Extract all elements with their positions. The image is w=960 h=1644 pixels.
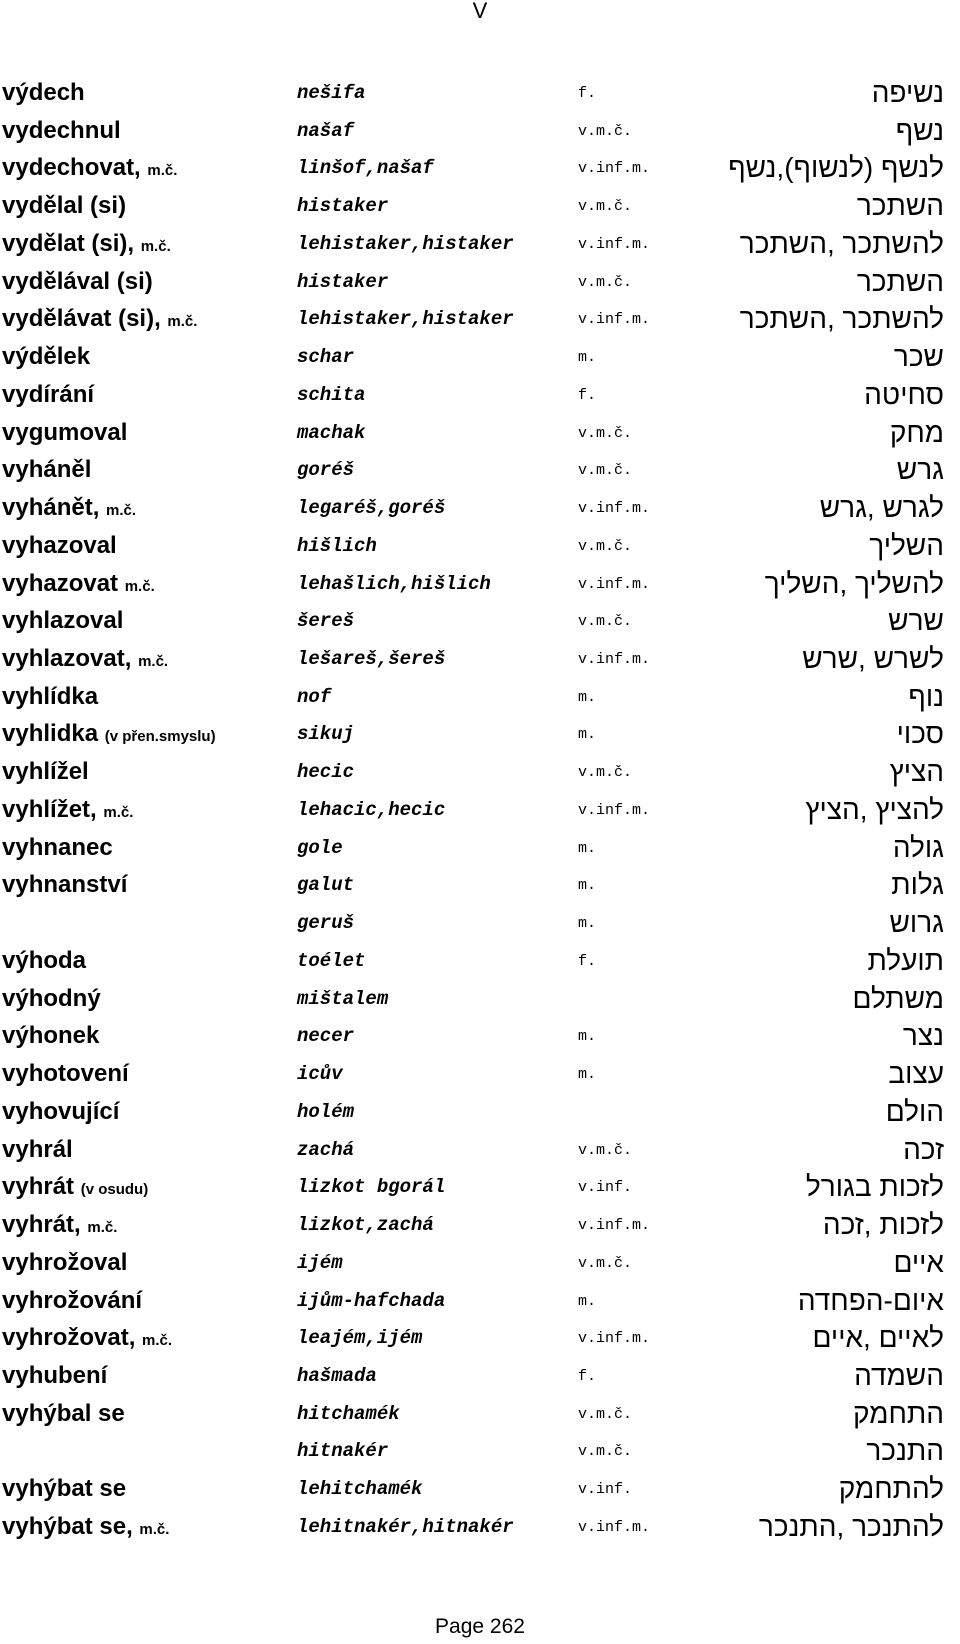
transliteration: našaf: [297, 119, 355, 142]
czech-headword: [2, 942, 86, 982]
transliteration: galut: [297, 874, 355, 897]
hebrew-word: לזכות בגורל: [805, 1171, 944, 1203]
hebrew-word: הולם: [885, 1095, 944, 1127]
transliteration: histaker: [297, 270, 389, 293]
czech-word-note: m.č.: [138, 653, 169, 671]
czech-word: vyhlížel: [2, 758, 89, 786]
hebrew-word: להתחמק: [838, 1473, 944, 1505]
dictionary-entry-row: [0, 1055, 960, 1093]
hebrew-word: השתכר: [856, 265, 944, 297]
transliteration: hitnakér: [297, 1440, 389, 1463]
transliteration: lehašlich,hišlich: [297, 572, 491, 595]
dictionary-entry-row: [0, 1017, 960, 1055]
dictionary-entry-row: [0, 149, 960, 187]
czech-headword: [2, 1282, 142, 1322]
dictionary-entry-row: [0, 602, 960, 640]
dictionary-entry-row: [0, 1131, 960, 1169]
czech-word-note: m.č.: [167, 313, 198, 331]
hebrew-word: השמדה: [854, 1359, 944, 1391]
dictionary-entry-row: [0, 187, 960, 225]
czech-word: vygumoval: [2, 418, 128, 446]
dictionary-entry-row: [0, 980, 960, 1018]
czech-headword: [2, 1470, 126, 1510]
transliteration: hašmada: [297, 1364, 377, 1387]
dictionary-entry-row: [0, 1357, 960, 1395]
grammar-tag: v.inf.: [578, 1481, 633, 1499]
hebrew-word: גולה: [892, 831, 944, 863]
czech-headword: [2, 715, 216, 755]
czech-word: výhonek: [2, 1022, 100, 1050]
czech-word: vyhrát: [2, 1173, 81, 1201]
czech-headword: [2, 187, 126, 227]
hebrew-word: איים: [893, 1246, 944, 1278]
czech-headword: [2, 980, 101, 1020]
czech-word: výdělek: [2, 343, 91, 371]
transliteration: ijům-hafchada: [297, 1289, 446, 1312]
hebrew-word: להתנכר ,התנכר: [758, 1510, 944, 1542]
czech-headword: [2, 263, 153, 303]
dictionary-entry-row: [0, 866, 960, 904]
czech-word: vyhrožovat,: [2, 1324, 143, 1352]
dictionary-entry-row: [0, 829, 960, 867]
transliteration: lešareš,šereš: [297, 648, 446, 671]
section-letter-heading: V: [472, 0, 488, 23]
czech-headword: [2, 300, 197, 340]
transliteration: šereš: [297, 610, 355, 633]
czech-word: vyhlazovat,: [2, 645, 139, 673]
czech-word: vydechnul: [2, 116, 121, 144]
czech-word-note: m.č.: [87, 1219, 118, 1237]
hebrew-word: עצוב: [888, 1058, 944, 1090]
grammar-tag: v.m.č.: [578, 1405, 633, 1423]
dictionary-entry-row: [0, 414, 960, 452]
dictionary-entry-row: [0, 1282, 960, 1320]
hebrew-word: הציץ: [889, 756, 944, 788]
dictionary-entry-row: [0, 1432, 960, 1470]
czech-headword: [2, 1244, 127, 1284]
grammar-tag: v.inf.m.: [578, 1518, 651, 1536]
czech-headword: [2, 1357, 107, 1397]
transliteration: holém: [297, 1100, 355, 1123]
transliteration: zachá: [297, 1138, 355, 1161]
czech-headword: [2, 1508, 169, 1548]
czech-word: vyhotovení: [2, 1060, 129, 1088]
czech-headword: [2, 678, 98, 718]
dictionary-entry-row: [0, 565, 960, 603]
czech-word: vydechovat,: [2, 154, 148, 182]
czech-word: vyhlazoval: [2, 607, 124, 635]
czech-headword: [2, 829, 113, 869]
grammar-tag: v.inf.m.: [578, 1330, 651, 1348]
czech-headword: [2, 527, 117, 567]
grammar-tag: m.: [578, 915, 597, 933]
czech-word: vyhánět,: [2, 494, 107, 522]
dictionary-entry-row: [0, 376, 960, 414]
czech-word-note: m.č.: [106, 502, 137, 520]
hebrew-word: גלות: [891, 869, 944, 901]
czech-word: vyhýbat se,: [2, 1512, 140, 1540]
dictionary-entry-row: [0, 1244, 960, 1282]
czech-word: vyháněl: [2, 456, 92, 484]
dictionary-entry-row: [0, 904, 960, 942]
grammar-tag: v.inf.m.: [578, 500, 651, 518]
dictionary-entry-row: [0, 678, 960, 716]
transliteration: linšof,našaf: [297, 157, 434, 180]
hebrew-word: גרוש: [889, 907, 944, 939]
hebrew-word: להשתכר ,השתכר: [739, 227, 944, 259]
czech-word-note: (v osudu): [80, 1181, 149, 1199]
czech-headword: [2, 1206, 117, 1246]
hebrew-word: זכה: [903, 1133, 944, 1165]
grammar-tag: v.m.č.: [578, 424, 633, 442]
grammar-tag: m.: [578, 1292, 597, 1310]
hebrew-word: להשליך ,השליך: [764, 567, 944, 599]
grammar-tag: v.inf.m.: [578, 1217, 651, 1235]
hebrew-word: סחיטה: [864, 378, 944, 410]
transliteration: histaker: [297, 195, 389, 218]
czech-word: vyhazoval: [2, 531, 117, 559]
czech-word-note: m.č.: [142, 1332, 173, 1350]
dictionary-entry-row: [0, 715, 960, 753]
grammar-tag: v.inf.m.: [578, 801, 651, 819]
czech-headword: [2, 451, 91, 491]
czech-headword: [2, 489, 136, 529]
czech-word: vyhazovat: [2, 569, 125, 597]
dictionary-entry-row: [0, 1508, 960, 1546]
czech-word: vydírání: [2, 380, 95, 408]
czech-word: vydělával (si): [2, 267, 153, 295]
grammar-tag: m.: [578, 839, 597, 857]
czech-headword: [2, 1093, 119, 1133]
czech-word-note: m.č.: [139, 1520, 170, 1538]
grammar-tag: m.: [578, 1028, 597, 1046]
grammar-tag: v.m.č.: [578, 764, 633, 782]
transliteration: gole: [297, 836, 343, 859]
grammar-tag: v.m.č.: [578, 273, 633, 291]
hebrew-word: נשף: [895, 114, 944, 146]
hebrew-word: לגרש ,גרש: [819, 492, 944, 524]
czech-word: vydělat (si),: [2, 229, 141, 257]
transliteration: nešifa: [297, 82, 366, 104]
dictionary-entry-row: [0, 527, 960, 565]
grammar-tag: f.: [578, 952, 597, 970]
hebrew-word: השתכר: [856, 190, 944, 222]
transliteration: geruš: [297, 912, 355, 935]
hebrew-word: שרש: [888, 605, 944, 637]
hebrew-word: התנכר: [866, 1435, 944, 1467]
czech-word: vyhýbat se: [2, 1475, 127, 1503]
dictionary-entry-row: [0, 1395, 960, 1433]
transliteration: schar: [297, 346, 355, 369]
transliteration: nof: [297, 685, 332, 708]
dictionary-entries: [0, 74, 960, 1546]
dictionary-entry-row: [0, 338, 960, 376]
dictionary-entry-row: [0, 1093, 960, 1131]
czech-headword: [2, 791, 133, 831]
transliteration: machak: [297, 421, 366, 444]
hebrew-word: להשתכר ,השתכר: [739, 303, 944, 335]
czech-word-note: m.č.: [124, 577, 155, 595]
transliteration: necer: [297, 1025, 355, 1048]
czech-headword: [2, 1168, 148, 1208]
dictionary-entry-row: [0, 1470, 960, 1508]
czech-headword: [2, 1131, 73, 1171]
transliteration: legaréš,goréš: [297, 497, 446, 520]
grammar-tag: v.m.č.: [578, 462, 633, 480]
czech-word-note: m.č.: [103, 803, 134, 821]
hebrew-word: השליך: [869, 529, 944, 561]
hebrew-word: לנשף (לנשוף),נשף: [728, 152, 944, 184]
page-number: Page 262: [435, 1615, 525, 1638]
czech-word: vyhlídka: [2, 682, 99, 710]
czech-word: vyhovující: [2, 1097, 120, 1125]
transliteration: mištalem: [297, 987, 389, 1010]
grammar-tag: v.inf.m.: [578, 235, 651, 253]
dictionary-entry-row: [0, 300, 960, 338]
hebrew-word: תועלת: [867, 944, 944, 976]
grammar-tag: v.inf.m.: [578, 651, 651, 669]
czech-headword: [2, 74, 85, 114]
czech-headword: [2, 338, 90, 378]
czech-word: vydělávat (si),: [2, 305, 168, 333]
czech-word: vyhubení: [2, 1361, 108, 1389]
grammar-tag: m.: [578, 349, 597, 367]
grammar-tag: m.: [578, 877, 597, 895]
czech-word: vyhnanství: [2, 871, 128, 899]
czech-headword: [2, 376, 94, 416]
czech-word: výhoda: [2, 946, 87, 974]
transliteration: icův: [297, 1063, 343, 1086]
hebrew-word: להציץ ,הציץ: [805, 793, 944, 825]
czech-word: výhodný: [2, 984, 101, 1012]
czech-word: výdech: [2, 79, 85, 106]
transliteration: goréš: [297, 459, 355, 482]
transliteration: lehitchamék: [297, 1478, 423, 1501]
grammar-tag: v.inf.m.: [578, 311, 651, 329]
hebrew-word: משתלם: [852, 982, 944, 1014]
hebrew-word: מחק: [889, 416, 944, 448]
hebrew-word: איום-הפחדה: [797, 1284, 944, 1316]
czech-word-note: (v přen.smyslu): [104, 728, 216, 746]
czech-word: vyhlidka: [2, 720, 105, 748]
grammar-tag: v.m.č.: [578, 537, 633, 555]
czech-headword: [2, 565, 155, 605]
czech-word: vyhnanec: [2, 833, 113, 861]
grammar-tag: v.inf.m.: [578, 160, 651, 178]
czech-word: vyhýbal se: [2, 1399, 125, 1427]
czech-headword: [2, 112, 121, 152]
transliteration: lehistaker,histaker: [297, 308, 514, 331]
transliteration: leajém,ijém: [297, 1327, 423, 1350]
grammar-tag: v.m.č.: [578, 1443, 633, 1461]
grammar-tag: m.: [578, 688, 597, 706]
czech-headword: [2, 640, 168, 680]
czech-word: vyhrožoval: [2, 1248, 128, 1276]
grammar-tag: m.: [578, 726, 597, 744]
grammar-tag: v.m.č.: [578, 1254, 633, 1272]
czech-word: vyhrožování: [2, 1286, 143, 1314]
transliteration: toélet: [297, 949, 366, 972]
hebrew-word: נצר: [902, 1020, 944, 1052]
dictionary-entry-row: [0, 640, 960, 678]
dictionary-entry-row: [0, 489, 960, 527]
dictionary-entry-row: [0, 74, 960, 112]
dictionary-entry-row: [0, 263, 960, 301]
dictionary-entry-row: [0, 1168, 960, 1206]
hebrew-word: לשרש ,שרש: [802, 643, 944, 675]
hebrew-word: גרש: [896, 454, 944, 486]
hebrew-word: לזכות ,זכה: [822, 1209, 944, 1241]
hebrew-word: סכוי: [896, 718, 944, 750]
dictionary-entry-row: [0, 1319, 960, 1357]
transliteration: lehacic,hecic: [297, 798, 446, 821]
czech-headword: [2, 753, 89, 793]
grammar-tag: v.inf.m.: [578, 575, 651, 593]
czech-headword: [2, 149, 177, 189]
czech-headword: [2, 1319, 172, 1359]
hebrew-word: נשיפה: [871, 77, 944, 108]
czech-word: vyhlížet,: [2, 795, 104, 823]
grammar-tag: v.m.č.: [578, 1141, 633, 1159]
dictionary-entry-row: [0, 942, 960, 980]
transliteration: schita: [297, 383, 366, 406]
transliteration: lehitnakér,hitnakér: [297, 1515, 514, 1538]
dictionary-entry-row: [0, 112, 960, 150]
czech-headword: [2, 414, 127, 454]
czech-word-note: m.č.: [147, 162, 178, 180]
hebrew-word: שכר: [893, 341, 944, 373]
dictionary-entry-row: [0, 451, 960, 489]
czech-word: vyhrát,: [2, 1211, 88, 1239]
hebrew-word: לאיים ,איים: [812, 1322, 944, 1354]
czech-headword: [2, 602, 123, 642]
transliteration: sikuj: [297, 723, 355, 746]
transliteration: lizkot bgorál: [297, 1176, 446, 1199]
czech-headword: [2, 225, 171, 265]
grammar-tag: v.m.č.: [578, 198, 633, 216]
transliteration: ijém: [297, 1251, 343, 1274]
transliteration: hišlich: [297, 534, 377, 557]
transliteration: lehistaker,histaker: [297, 232, 514, 255]
czech-headword: [2, 1017, 99, 1057]
dictionary-entry-row: [0, 225, 960, 263]
hebrew-word: נוף: [908, 680, 944, 712]
grammar-tag: v.m.č.: [578, 122, 633, 140]
dictionary-entry-row: [0, 1206, 960, 1244]
grammar-tag: f.: [578, 1367, 597, 1385]
czech-word-note: m.č.: [140, 237, 171, 255]
dictionary-entry-row: [0, 753, 960, 791]
grammar-tag: m.: [578, 1066, 597, 1084]
czech-word: vydělal (si): [2, 192, 127, 220]
transliteration: hecic: [297, 761, 355, 784]
hebrew-word: התחמק: [853, 1397, 944, 1429]
grammar-tag: f.: [578, 386, 597, 404]
transliteration: lizkot,zachá: [297, 1214, 434, 1237]
czech-headword: [2, 1395, 125, 1435]
grammar-tag: v.m.č.: [578, 613, 633, 631]
czech-headword: [2, 866, 127, 906]
czech-word: vyhrál: [2, 1135, 73, 1163]
transliteration: hitchamék: [297, 1402, 400, 1425]
czech-headword: [2, 1055, 129, 1095]
dictionary-entry-row: [0, 791, 960, 829]
grammar-tag: f.: [578, 85, 597, 102]
grammar-tag: v.inf.: [578, 1179, 633, 1197]
